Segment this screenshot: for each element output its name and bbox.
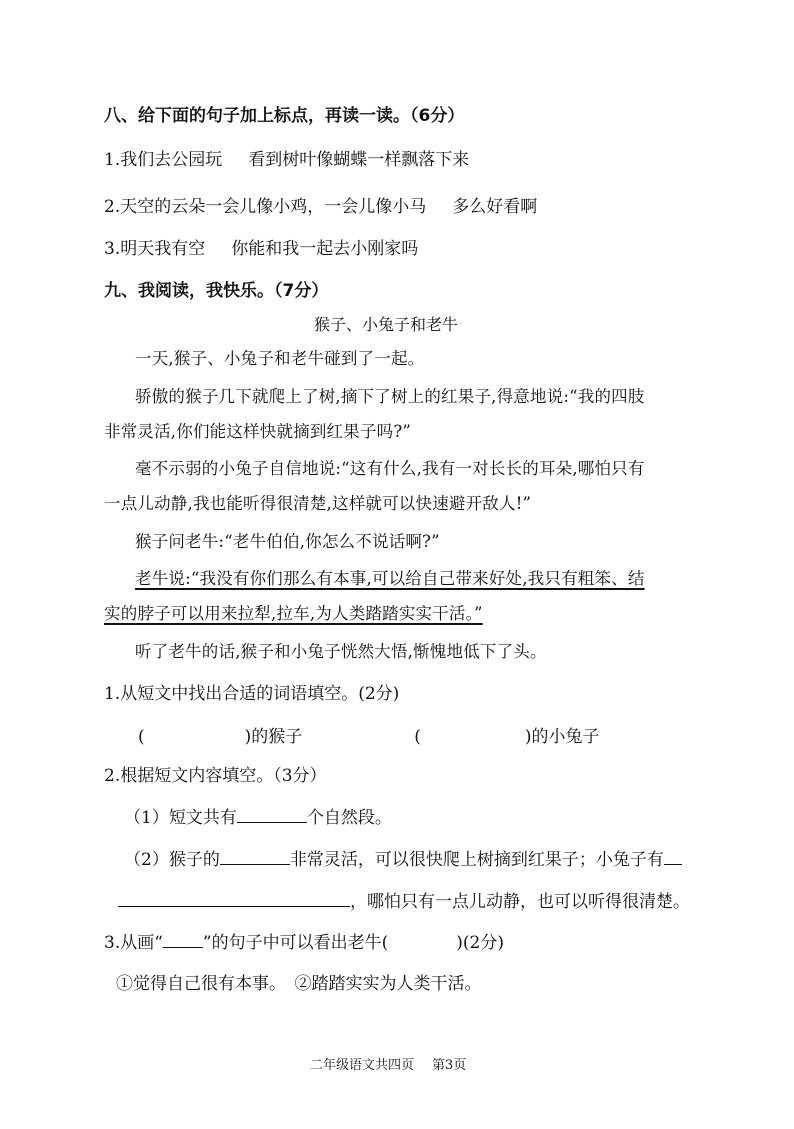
sentence-2 <box>104 196 537 218</box>
sentence-1-part-a: 1.我们去公园玩 <box>104 150 223 170</box>
page-footer <box>310 1055 466 1077</box>
story-paragraph: 非常灵活,你们能这样快就摘到红果子吗?” <box>104 422 412 441</box>
q2-sub2-cont <box>118 890 690 913</box>
q1-blank1-close: )的猴子 <box>244 727 303 747</box>
footer-text: 二年级语文共四页 <box>310 1058 415 1073</box>
story-title: 猴子、小兔子和老牛 <box>314 315 459 334</box>
q2-sub2-blank2-start[interactable] <box>664 848 682 865</box>
q2-sub1-pre: （1）短文共有 <box>124 808 237 828</box>
sentence-1 <box>104 149 469 171</box>
question-3 <box>104 931 504 954</box>
sentence-1-part-b: 看到树叶像蝴蝶一样飘落下来 <box>248 150 470 170</box>
story-paragraph: 听了老牛的话,猴子和小兔子恍然大悟,惭愧地低下了头。 <box>135 642 547 661</box>
section9-heading: 九、我阅读，我快乐。（7分） <box>104 281 329 301</box>
sentence-3-part-b: 你能和我一起去小刚家吗 <box>231 239 419 259</box>
sentence-2-part-a: 2.天空的云朵一会儿像小鸡，一会儿像小马 <box>104 197 427 217</box>
q1-blank2-close: )的小兔子 <box>524 727 600 747</box>
story-paragraph: 一点儿动静,我也能听得很清楚,这样就可以快速避开敌人!” <box>104 494 532 513</box>
story-paragraph: 骄傲的猴子几下就爬上了树,摘下了树上的红果子,得意地说:“我的四肢 <box>135 387 645 406</box>
q2-sub2 <box>124 848 682 871</box>
question-2: 2.根据短文内容填空。（3分） <box>104 766 327 786</box>
q3-pre: 3.从画“ <box>104 933 163 953</box>
q2-sub1 <box>124 806 392 829</box>
q2-sub1-blank[interactable] <box>237 806 307 823</box>
page-number: 第3页 <box>432 1058 467 1073</box>
story-paragraph: 猴子问老牛:“老牛伯伯,你怎么不说话啊?” <box>135 532 440 551</box>
sentence-3-part-a: 3.明天我有空 <box>104 239 206 259</box>
q2-sub2-blank2[interactable] <box>118 890 350 907</box>
story-paragraph: 毫不示弱的小兔子自信地说:“这有什么,我有一对长长的耳朵,哪怕只有 <box>135 459 645 478</box>
q2-sub2-blank1[interactable] <box>220 848 290 865</box>
q3-underline-sample <box>163 931 203 948</box>
q2-sub2-pre: （2）猴子的 <box>124 850 220 870</box>
sentence-2-part-b: 多么好看啊 <box>452 197 538 217</box>
q3-post: )(2分) <box>456 933 504 953</box>
q3-options: ①觉得自己很有本事。 ②踏踏实实为人类干活。 <box>116 974 482 994</box>
story-paragraph-underlined: 老牛说:“我没有你们那么有本事,可以给自己带来好处,我只有粗笨、结 <box>135 569 645 588</box>
q1-blank1-open: ( <box>138 727 145 747</box>
q2-sub2-post: ，哪怕只有一点儿动静，也可以听得很清楚。 <box>350 892 690 912</box>
story-paragraph: 一天,猴子、小兔子和老牛碰到了一起。 <box>135 349 425 368</box>
story-paragraph-underlined: 实的脖子可以用来拉犁,拉车,为人类踏踏实实干活。” <box>104 604 483 623</box>
q3-mid: ”的句子中可以看出老牛( <box>202 933 389 953</box>
question-1: 1.从短文中找出合适的词语填空。(2分) <box>104 684 400 704</box>
q2-sub1-post: 个自然段。 <box>306 808 392 828</box>
q1-blank2-open: ( <box>414 727 421 747</box>
section8-heading: 八、给下面的句子加上标点，再读一读。（6分） <box>104 106 465 126</box>
q1-answer-row <box>138 726 600 748</box>
sentence-3 <box>104 238 418 260</box>
q2-sub2-mid: 非常灵活，可以很快爬上树摘到红果子；小兔子有 <box>289 850 664 870</box>
